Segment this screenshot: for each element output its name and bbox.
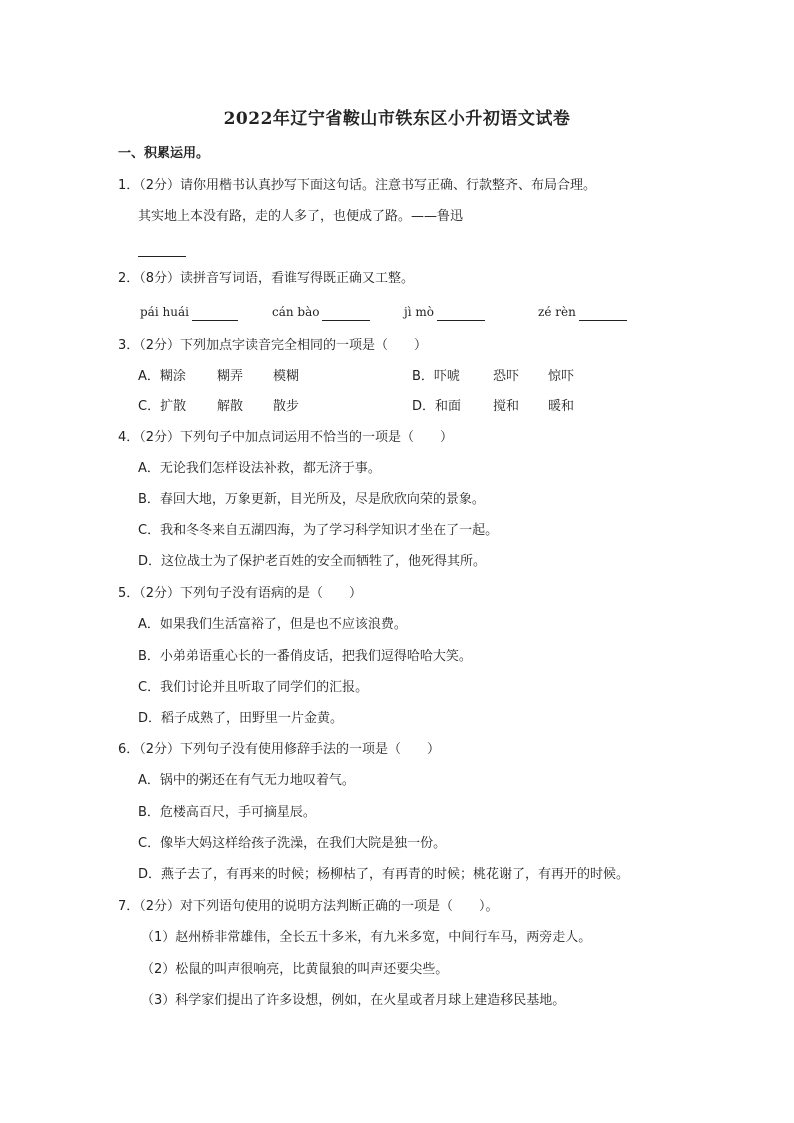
q5-option-b: B．小弟弟语重心长的一番俏皮话，把我们逗得哈哈大笑。 [138,649,472,664]
q3-option-d: D．和面 [412,399,462,414]
pinyin-text: pái huái [140,305,189,319]
q3-stem: 3．（2分）下列加点字读音完全相同的一项是（ ） [118,338,428,353]
pinyin-text: cán bào [272,305,320,319]
q3-option-c-word: 解散 [217,399,244,414]
q3-option-b-word: 惊吓 [548,369,575,384]
q3-option-b-word: 恐吓 [493,369,520,384]
q2-stem: 2．（8分）读拼音写词语，看谁写得既正确又工整。 [118,271,415,286]
q6-option-b: B．危楼高百尺，手可摘星辰。 [138,805,316,820]
q6-option-a: A．锅中的粥还在有气无力地叹着气。 [138,773,355,788]
q3-option-c-word: 散步 [273,399,300,414]
q1-quote: 其实地上本没有路，走的人多了，也便成了路。——鲁迅 [138,209,464,224]
q7-item-2: （2）松鼠的叫声很响亮，比黄鼠狼的叫声还要尖些。 [141,962,449,977]
answer-blank [437,307,485,321]
q7-item-3: （3）科学家们提出了许多设想，例如，在火星或者月球上建造移民基地。 [141,993,566,1008]
pinyin-text: zé rèn [538,305,576,319]
page-title: 2022年辽宁省鞍山市铁东区小升初语文试卷 [223,109,571,129]
q4-option-d: D．这位战士为了保护老百姓的安全而牺牲了，他死得其所。 [138,554,487,569]
q1-answer-blank [138,239,186,257]
q4-option-a: A．无论我们怎样设法补救，都无济于事。 [138,461,381,476]
q7-item-1: （1）赵州桥非常雄伟，全长五十多米，有九米多宽，中间行车马，两旁走人。 [141,930,592,945]
q3-option-b: B．吓唬 [412,369,460,384]
q5-option-a: A．如果我们生活富裕了，但是也不应该浪费。 [138,617,407,632]
q3-option-d-word: 搅和 [493,399,520,414]
q3-option-a-word: 模糊 [273,369,300,384]
q2-item-3 [404,303,485,321]
q4-option-b: B．春回大地，万象更新，目光所及，尽是欣欣向荣的景象。 [138,492,485,507]
q3-option-a: A．糊涂 [138,369,186,384]
section-heading: 一、积累运用。 [118,146,210,161]
q3-option-a-word: 糊弄 [217,369,244,384]
q2-item-1 [140,303,238,321]
q6-option-d: D．燕子去了，有再来的时候；杨柳枯了，有再青的时候；桃花谢了，有再开的时候。 [138,867,630,882]
answer-blank [322,307,370,321]
q4-option-c: C．我和冬冬来自五湖四海，为了学习科学知识才坐在了一起。 [138,523,499,538]
answer-blank [579,307,627,321]
q4-stem: 4．（2分）下列句子中加点词运用不恰当的一项是（ ） [118,430,454,445]
q1-stem: 1．（2分）请你用楷书认真抄写下面这句话。注意书写正确、行款整齐、布局合理。 [118,178,597,193]
q2-item-4 [538,303,627,321]
q3-option-d-word: 暖和 [548,399,575,414]
q5-stem: 5．（2分）下列句子没有语病的是（ ） [118,586,363,601]
q2-item-2 [272,303,370,321]
q6-stem: 6．（2分）下列句子没有使用修辞手法的一项是（ ） [118,742,441,757]
q5-option-c: C．我们讨论并且听取了同学们的汇报。 [138,680,369,695]
q3-option-c: C．扩散 [138,399,187,414]
q7-stem: 7．（2分）对下列语句使用的说明方法判断正确的一项是（ ）。 [118,899,499,914]
pinyin-text: jì mò [404,305,434,319]
q6-option-c: C．像毕大妈这样给孩子洗澡，在我们大院是独一份。 [138,836,447,851]
q5-option-d: D．稻子成熟了，田野里一片金黄。 [138,711,344,726]
answer-blank [192,307,238,321]
